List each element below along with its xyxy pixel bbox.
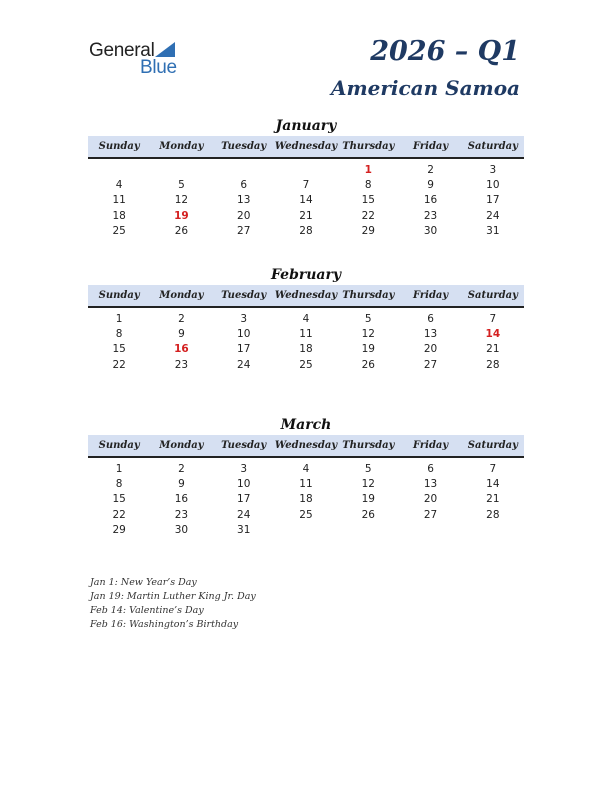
day-cell: 12 [361, 477, 375, 490]
weekday-label: Tuesday [221, 440, 267, 451]
holiday-note: Jan 1: New Year’s Day [90, 577, 197, 588]
weekday-header [88, 435, 524, 458]
month-grid [88, 162, 524, 238]
day-cell: 16 [174, 493, 189, 506]
day-cell: 28 [299, 224, 313, 237]
day-cell: 7 [489, 462, 497, 475]
month-march [88, 415, 524, 537]
day-cell: 13 [423, 477, 438, 490]
month-name: February [270, 267, 341, 283]
logo-word-general: General [89, 40, 155, 61]
week-row [88, 208, 524, 223]
weekday-label: Saturday [467, 141, 518, 152]
day-cell: 9 [427, 178, 434, 191]
weekday-label: Tuesday [221, 141, 267, 152]
day-cell: 21 [299, 209, 313, 222]
day-cell: 16 [174, 343, 189, 356]
day-cell: 2 [427, 163, 434, 176]
holiday-note: Feb 16: Washington’s Birthday [90, 619, 239, 630]
day-cell: 23 [423, 209, 438, 222]
day-cell: 7 [302, 178, 310, 191]
weekday-label: Wednesday [274, 141, 338, 152]
month-february [88, 265, 524, 372]
holiday-note: Feb 14: Valentine’s Day [90, 605, 204, 616]
day-cell: 6 [427, 312, 434, 325]
day-cell: 8 [115, 477, 123, 490]
weekday-label: Friday [412, 141, 449, 152]
day-cell: 12 [361, 327, 375, 340]
day-cell: 24 [237, 358, 251, 371]
week-row [88, 476, 524, 491]
weekday-label: Thursday [342, 141, 395, 152]
weekday-label: Thursday [342, 290, 395, 301]
day-cell: 19 [174, 209, 189, 222]
day-cell: 30 [174, 523, 189, 536]
holiday-note: Jan 19: Martin Luther King Jr. Day [90, 591, 256, 602]
day-cell: 17 [237, 343, 251, 356]
day-cell: 15 [361, 194, 375, 207]
day-cell: 29 [112, 523, 126, 536]
day-cell: 14 [299, 194, 313, 207]
weekday-label: Thursday [342, 440, 395, 451]
day-cell: 4 [115, 178, 123, 191]
day-cell: 13 [237, 194, 251, 207]
day-cell: 28 [486, 508, 500, 521]
day-cell: 24 [237, 508, 251, 521]
day-cell: 5 [178, 178, 185, 191]
day-cell: 18 [299, 343, 313, 356]
week-row [88, 342, 524, 357]
day-cell: 27 [423, 508, 438, 521]
week-row [88, 311, 524, 326]
page-title: 2026 – Q1 [370, 36, 520, 67]
day-cell: 15 [112, 493, 126, 506]
weekday-label: Friday [412, 440, 449, 451]
week-row [88, 357, 524, 372]
weekday-label: Sunday [98, 290, 140, 301]
day-cell: 1 [364, 163, 372, 176]
week-row [88, 326, 524, 341]
weekday-label: Wednesday [274, 440, 338, 451]
day-cell: 14 [485, 327, 501, 340]
day-cell: 10 [486, 178, 500, 191]
day-cell: 6 [427, 462, 434, 475]
day-cell: 23 [174, 508, 189, 521]
day-cell: 20 [423, 493, 438, 506]
weekday-label: Monday [159, 440, 204, 451]
day-cell: 25 [299, 508, 313, 521]
day-cell: 19 [361, 493, 375, 506]
weekday-label: Saturday [467, 440, 518, 451]
holiday-notes [90, 576, 256, 632]
day-cell: 12 [174, 194, 189, 207]
day-cell: 4 [302, 462, 310, 475]
day-cell: 26 [361, 508, 375, 521]
day-cell: 3 [240, 462, 248, 475]
day-cell: 5 [364, 312, 372, 325]
day-cell: 6 [240, 178, 248, 191]
weekday-label: Sunday [98, 141, 140, 152]
day-cell: 29 [361, 224, 375, 237]
day-cell: 5 [364, 462, 372, 475]
day-cell: 1 [115, 462, 123, 475]
day-cell: 28 [486, 358, 500, 371]
month-grid [88, 461, 524, 537]
day-cell: 8 [364, 178, 372, 191]
day-cell: 19 [361, 343, 375, 356]
day-cell: 22 [112, 358, 126, 371]
day-cell: 31 [237, 523, 251, 536]
day-cell: 13 [423, 327, 438, 340]
week-row [88, 507, 524, 522]
month-name: January [275, 118, 337, 134]
week-row [88, 193, 524, 208]
day-cell: 11 [299, 477, 313, 490]
day-cell: 27 [237, 224, 251, 237]
week-row [88, 522, 524, 537]
day-cell: 2 [178, 462, 185, 475]
day-cell: 26 [361, 358, 375, 371]
day-cell: 10 [237, 477, 251, 490]
day-cell: 27 [423, 358, 438, 371]
day-cell: 15 [112, 343, 126, 356]
weekday-label: Monday [159, 141, 204, 152]
day-cell: 30 [423, 224, 438, 237]
day-cell: 17 [486, 194, 500, 207]
week-row [88, 223, 524, 238]
day-cell: 18 [112, 209, 126, 222]
day-cell: 24 [486, 209, 500, 222]
weekday-label: Wednesday [274, 290, 338, 301]
day-cell: 3 [240, 312, 248, 325]
day-cell: 22 [361, 209, 375, 222]
day-cell: 7 [489, 312, 497, 325]
weekday-label: Saturday [467, 290, 518, 301]
day-cell: 10 [237, 327, 251, 340]
weekday-header [88, 136, 524, 159]
day-cell: 8 [115, 327, 123, 340]
weekday-label: Sunday [98, 440, 140, 451]
day-cell: 20 [423, 343, 438, 356]
day-cell: 14 [486, 477, 500, 490]
weekday-label: Tuesday [221, 290, 267, 301]
day-cell: 2 [178, 312, 185, 325]
day-cell: 9 [178, 477, 185, 490]
day-cell: 25 [112, 224, 126, 237]
day-cell: 4 [302, 312, 310, 325]
day-cell: 25 [299, 358, 313, 371]
day-cell: 17 [237, 493, 251, 506]
week-row [88, 177, 524, 192]
week-row [88, 461, 524, 476]
day-cell: 1 [115, 312, 123, 325]
day-cell: 23 [174, 358, 189, 371]
day-cell: 11 [299, 327, 313, 340]
week-row [88, 162, 524, 177]
month-name: March [280, 417, 332, 433]
week-row [88, 492, 524, 507]
logo-word-blue: Blue [140, 57, 177, 78]
day-cell: 11 [112, 194, 126, 207]
weekday-header [88, 285, 524, 308]
logo-triangle-icon [155, 42, 175, 57]
day-cell: 26 [174, 224, 189, 237]
day-cell: 18 [299, 493, 313, 506]
weekday-label: Monday [159, 290, 204, 301]
day-cell: 20 [237, 209, 251, 222]
generalblue-logo [89, 40, 189, 76]
day-cell: 22 [112, 508, 126, 521]
day-cell: 16 [423, 194, 438, 207]
day-cell: 21 [486, 343, 500, 356]
page-subtitle: American Samoa [330, 76, 520, 100]
month-grid [88, 311, 524, 372]
weekday-label: Friday [412, 290, 449, 301]
day-cell: 21 [486, 493, 500, 506]
day-cell: 31 [486, 224, 500, 237]
day-cell: 3 [489, 163, 497, 176]
month-january [88, 116, 524, 238]
day-cell: 9 [178, 327, 185, 340]
